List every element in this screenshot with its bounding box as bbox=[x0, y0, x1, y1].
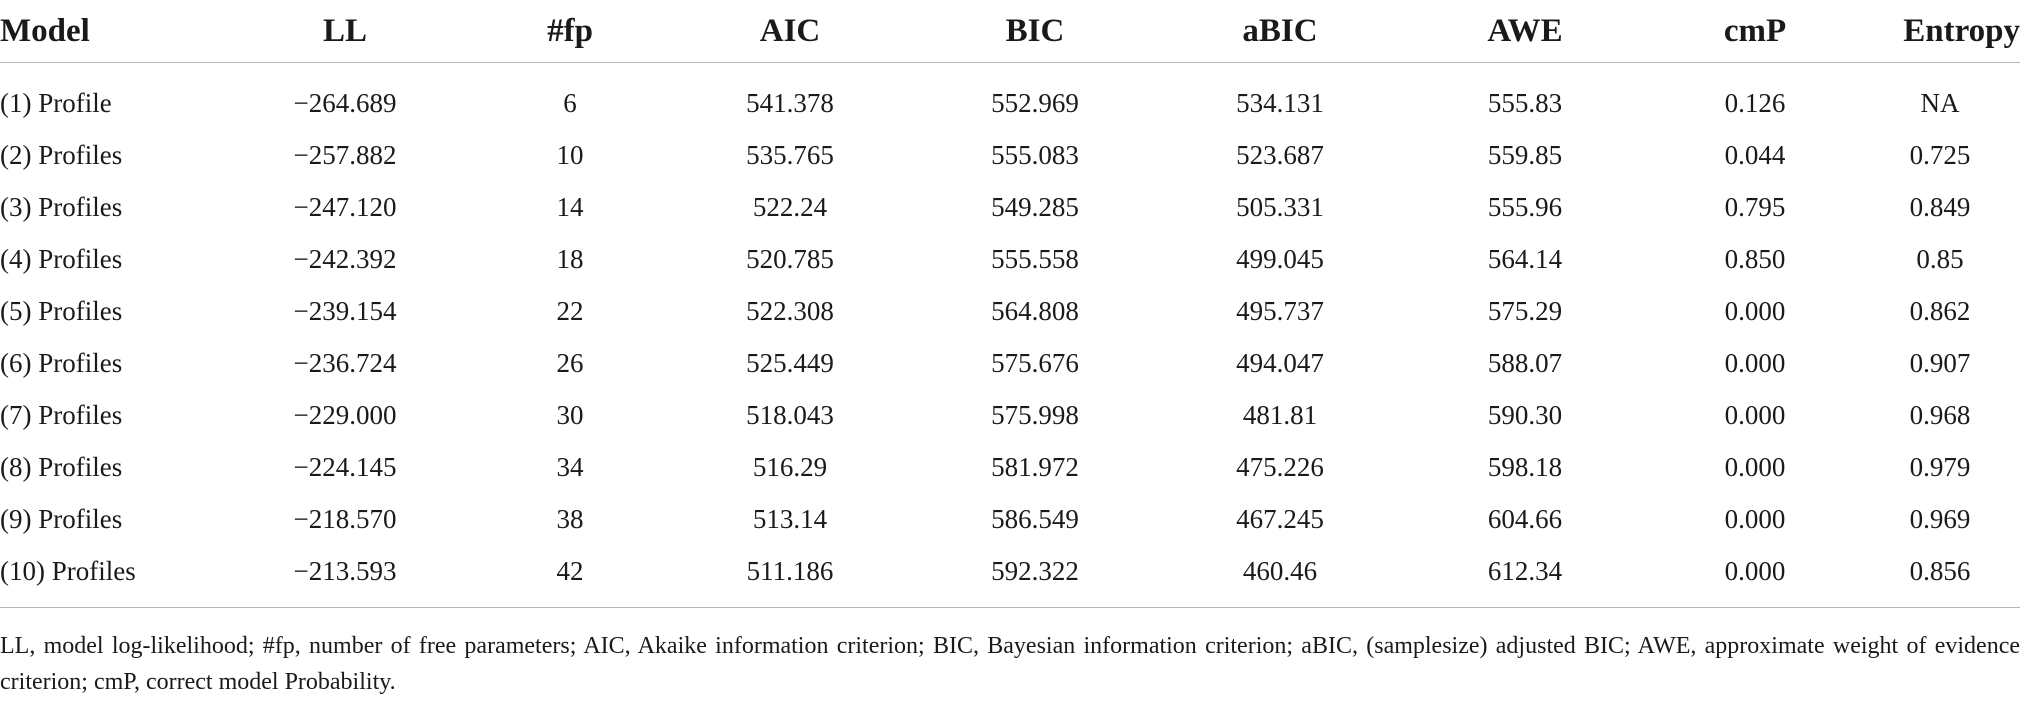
header-awe: AWE bbox=[1400, 0, 1650, 63]
cell-entropy: 0.968 bbox=[1909, 399, 1971, 430]
cell-cmp: 0.000 bbox=[1650, 545, 1860, 608]
cell-model: (3) Profiles bbox=[0, 191, 123, 222]
cell-entropy: 0.849 bbox=[1909, 191, 1971, 222]
cell-awe: 555.83 bbox=[1487, 87, 1563, 118]
table-row bbox=[0, 285, 2020, 337]
header-bic: BIC bbox=[910, 0, 1160, 63]
cell-bic: 564.808 bbox=[991, 295, 1079, 326]
cell-abic: 523.687 bbox=[1236, 139, 1324, 170]
header-fp: #fp bbox=[470, 0, 670, 63]
cell-ll: −224.145 bbox=[293, 451, 397, 482]
cell-ll: −242.392 bbox=[293, 243, 397, 274]
cell-bic: 575.676 bbox=[991, 347, 1079, 378]
header-cmp: cmP bbox=[1650, 0, 1860, 63]
cell-bic: 549.285 bbox=[991, 191, 1079, 222]
cell-entropy: 0.979 bbox=[1909, 451, 1971, 482]
table-row bbox=[0, 181, 2020, 233]
cell-ll: −264.689 bbox=[293, 87, 397, 118]
cell-fp: 34 bbox=[556, 451, 584, 482]
cell-model: (10) Profiles bbox=[0, 545, 220, 608]
table-body bbox=[0, 63, 2020, 608]
header-abic: aBIC bbox=[1160, 0, 1400, 63]
table-row bbox=[0, 129, 2020, 181]
cell-entropy: NA bbox=[1920, 87, 1960, 118]
cell-cmp: 0.795 bbox=[1724, 191, 1786, 222]
header-aic: AIC bbox=[670, 0, 910, 63]
cell-entropy: 0.856 bbox=[1860, 545, 2020, 608]
cell-awe: 598.18 bbox=[1487, 451, 1563, 482]
cell-model: (9) Profiles bbox=[0, 503, 123, 534]
cell-fp: 30 bbox=[556, 399, 584, 430]
cell-aic: 525.449 bbox=[746, 347, 834, 378]
cell-abic: 499.045 bbox=[1236, 243, 1324, 274]
cell-cmp: 0.000 bbox=[1724, 503, 1786, 534]
cell-model: (6) Profiles bbox=[0, 347, 123, 378]
cell-aic: 513.14 bbox=[752, 503, 828, 534]
cell-model: (5) Profiles bbox=[0, 295, 123, 326]
table-footnote: LL, model log-likelihood; #fp, number of free parameters; AIC, Akaike information criterion; BIC, Bayesian information criterion; aBIC, (samplesize) adjusted BIC; AWE, approximate weight of evidence criterion; cmP, correct model Probability. bbox=[0, 633, 2020, 695]
header-entropy: Entropy bbox=[1860, 0, 2020, 63]
cell-bic: 592.322 bbox=[910, 545, 1160, 608]
cell-abic: 460.46 bbox=[1160, 545, 1400, 608]
cell-ll: −236.724 bbox=[293, 347, 397, 378]
table-row bbox=[0, 493, 2020, 545]
cell-ll: −229.000 bbox=[293, 399, 397, 430]
table-row bbox=[0, 545, 2020, 608]
cell-ll: −213.593 bbox=[220, 545, 470, 608]
cell-aic: 520.785 bbox=[746, 243, 834, 274]
cell-abic: 495.737 bbox=[1236, 295, 1324, 326]
cell-bic: 555.558 bbox=[991, 243, 1079, 274]
table-header-row bbox=[0, 0, 2020, 63]
table-row bbox=[0, 233, 2020, 285]
header-ll: LL bbox=[220, 0, 470, 63]
cell-entropy: 0.907 bbox=[1909, 347, 1971, 378]
cell-bic: 555.083 bbox=[991, 139, 1079, 170]
cell-model: (1) Profile bbox=[0, 87, 112, 118]
header-model: Model bbox=[0, 0, 220, 63]
cell-abic: 481.81 bbox=[1242, 399, 1318, 430]
cell-cmp: 0.850 bbox=[1724, 243, 1786, 274]
table-row bbox=[0, 389, 2020, 441]
cell-fp: 14 bbox=[556, 191, 584, 222]
cell-ll: −247.120 bbox=[293, 191, 397, 222]
cell-bic: 586.549 bbox=[991, 503, 1079, 534]
cell-ll: −239.154 bbox=[293, 295, 397, 326]
cell-bic: 575.998 bbox=[991, 399, 1079, 430]
cell-entropy: 0.969 bbox=[1909, 503, 1971, 534]
cell-ll: −218.570 bbox=[293, 503, 397, 534]
table-row bbox=[0, 441, 2020, 493]
cell-awe: 612.34 bbox=[1400, 545, 1650, 608]
cell-awe: 588.07 bbox=[1487, 347, 1563, 378]
cell-aic: 511.186 bbox=[670, 545, 910, 608]
cell-cmp: 0.044 bbox=[1724, 139, 1786, 170]
cell-bic: 581.972 bbox=[991, 451, 1079, 482]
cell-bic: 552.969 bbox=[991, 87, 1079, 118]
cell-abic: 467.245 bbox=[1236, 503, 1324, 534]
cell-cmp: 0.126 bbox=[1724, 87, 1786, 118]
cell-ll: −257.882 bbox=[293, 139, 397, 170]
cell-awe: 559.85 bbox=[1487, 139, 1563, 170]
cell-awe: 590.30 bbox=[1487, 399, 1563, 430]
cell-aic: 541.378 bbox=[746, 87, 834, 118]
table-row bbox=[0, 337, 2020, 389]
cell-awe: 575.29 bbox=[1487, 295, 1563, 326]
cell-model: (7) Profiles bbox=[0, 399, 123, 430]
cell-aic: 522.308 bbox=[746, 295, 834, 326]
cell-cmp: 0.000 bbox=[1724, 399, 1786, 430]
cell-fp: 38 bbox=[556, 503, 584, 534]
cell-abic: 494.047 bbox=[1236, 347, 1324, 378]
cell-entropy: 0.725 bbox=[1909, 139, 1971, 170]
cell-model: (8) Profiles bbox=[0, 451, 123, 482]
cell-abic: 475.226 bbox=[1236, 451, 1324, 482]
cell-fp: 22 bbox=[556, 295, 584, 326]
cell-fp: 6 bbox=[563, 87, 577, 118]
cell-aic: 535.765 bbox=[746, 139, 834, 170]
cell-entropy: 0.85 bbox=[1916, 243, 1964, 274]
cell-fp: 10 bbox=[556, 139, 584, 170]
cell-model: (2) Profiles bbox=[0, 139, 123, 170]
table-row bbox=[0, 63, 2020, 130]
cell-cmp: 0.000 bbox=[1724, 451, 1786, 482]
cell-aic: 518.043 bbox=[746, 399, 834, 430]
cell-awe: 604.66 bbox=[1487, 503, 1563, 534]
cell-fp: 26 bbox=[556, 347, 584, 378]
cell-fp: 42 bbox=[470, 545, 670, 608]
cell-cmp: 0.000 bbox=[1724, 347, 1786, 378]
cell-abic: 534.131 bbox=[1236, 87, 1324, 118]
cell-aic: 516.29 bbox=[752, 451, 828, 482]
cell-fp: 18 bbox=[556, 243, 584, 274]
cell-awe: 564.14 bbox=[1487, 243, 1563, 274]
cell-abic: 505.331 bbox=[1236, 191, 1324, 222]
cell-cmp: 0.000 bbox=[1724, 295, 1786, 326]
cell-entropy: 0.862 bbox=[1909, 295, 1971, 326]
cell-awe: 555.96 bbox=[1487, 191, 1563, 222]
cell-aic: 522.24 bbox=[752, 191, 828, 222]
cell-model: (4) Profiles bbox=[0, 243, 123, 274]
